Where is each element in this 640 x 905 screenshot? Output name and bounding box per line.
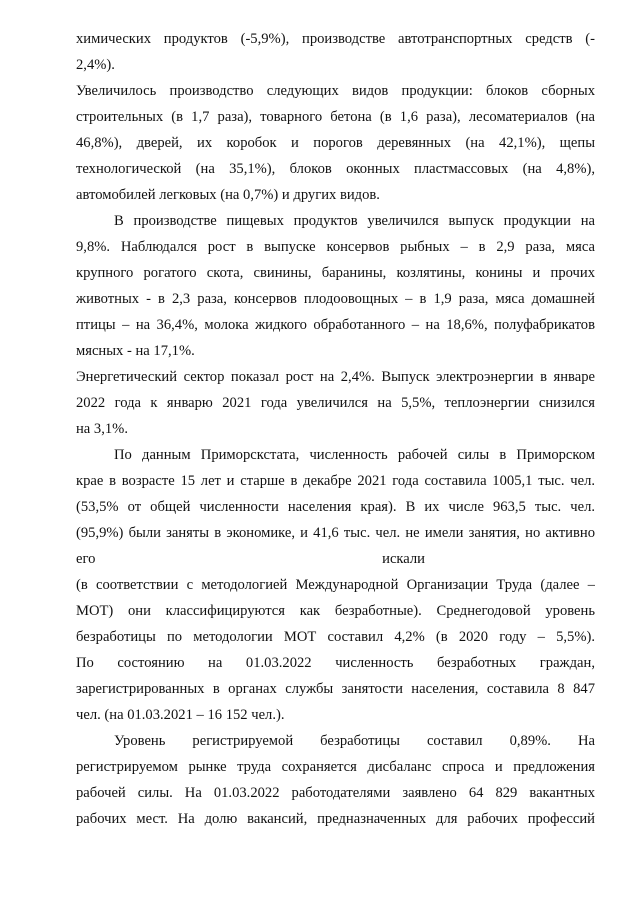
text-line: Энергетический сектор показал рост на 2,4%. Выпуск электроэнергии в январе bbox=[76, 369, 595, 385]
text-line: Уровень регистрируемой безработицы составил 0,89%. На bbox=[114, 733, 595, 749]
text-line: регистрируемом рынке труда сохраняется дисбаланс спроса и предложения bbox=[76, 759, 595, 775]
text-line: (в соответствии с методологией Международной Организации Труда (далее – bbox=[76, 577, 595, 593]
text-line: По состоянию на 01.03.2022 численность безработных граждан, bbox=[76, 655, 595, 671]
text-line: МОТ) они классифицируются как безработные). Среднегодовой уровень bbox=[76, 603, 595, 619]
text-line: строительных (в 1,7 раза), товарного бетона (в 1,6 раза), лесоматериалов (на bbox=[76, 109, 595, 125]
text-line: автомобилей легковых (на 0,7%) и других видов. bbox=[76, 187, 380, 203]
text-line: (53,5% от общей численности населения края). В их числе 963,5 тыс. чел. bbox=[76, 499, 595, 515]
paragraph-2 bbox=[76, 78, 595, 208]
text-line: В производстве пищевых продуктов увеличился выпуск продукции на bbox=[114, 213, 595, 229]
text-line: птицы – на 36,4%, молока жидкого обработанного – на 18,6%, полуфабрикатов bbox=[76, 317, 595, 333]
text-line: безработицы по методологии МОТ составил 4,2% (в 2020 году – 5,5%). bbox=[76, 629, 595, 645]
paragraph-5 bbox=[76, 442, 595, 728]
paragraph-6 bbox=[76, 728, 595, 832]
text-line: крупного рогатого скота, свинины, баранины, козлятины, конины и прочих bbox=[76, 265, 595, 281]
text-line: (95,9%) были заняты в экономике, и 41,6 тыс. чел. не имели занятия, но активно bbox=[76, 525, 595, 541]
text-line: 2022 года к январю 2021 года увеличился на 5,5%, теплоэнергии снизился bbox=[76, 395, 595, 411]
text-line: на 3,1%. bbox=[76, 421, 128, 437]
text-line: Увеличилось производство следующих видов продукции: блоков сборных bbox=[76, 83, 595, 99]
text-line: 2,4%). bbox=[76, 57, 115, 73]
text-line: его искали bbox=[76, 551, 425, 567]
paragraph-4 bbox=[76, 364, 595, 442]
text-line: животных - в 2,3 раза, консервов плодоовощных – в 1,9 раза, мяса домашней bbox=[76, 291, 595, 307]
text-line: мясных - на 17,1%. bbox=[76, 343, 195, 359]
text-line: рабочей силы. На 01.03.2022 работодателями заявлено 64 829 вакантных bbox=[76, 785, 595, 801]
text-line: 46,8%), дверей, их коробок и порогов деревянных (на 42,1%), щепы bbox=[76, 135, 595, 151]
text-line: чел. (на 01.03.2021 – 16 152 чел.). bbox=[76, 707, 285, 723]
text-line: технологической (на 35,1%), блоков оконных пластмассовых (на 4,8%), bbox=[76, 161, 595, 177]
text-line: рабочих мест. На долю вакансий, предназначенных для рабочих профессий bbox=[76, 811, 595, 827]
text-line: крае в возрасте 15 лет и старше в декабре 2021 года составила 1005,1 тыс. чел. bbox=[76, 473, 595, 489]
paragraph-3 bbox=[76, 208, 595, 364]
text-line: 9,8%. Наблюдался рост в выпуске консервов рыбных – в 2,9 раза, мяса bbox=[76, 239, 595, 255]
text-line: зарегистрированных в органах службы занятости населения, составила 8 847 bbox=[76, 681, 595, 697]
text-line: По данным Приморскстата, численность рабочей силы в Приморском bbox=[114, 447, 595, 463]
document-body bbox=[76, 26, 595, 832]
text-line: химических продуктов (-5,9%), производстве автотранспортных средств (- bbox=[76, 31, 595, 47]
paragraph-1 bbox=[76, 26, 595, 78]
